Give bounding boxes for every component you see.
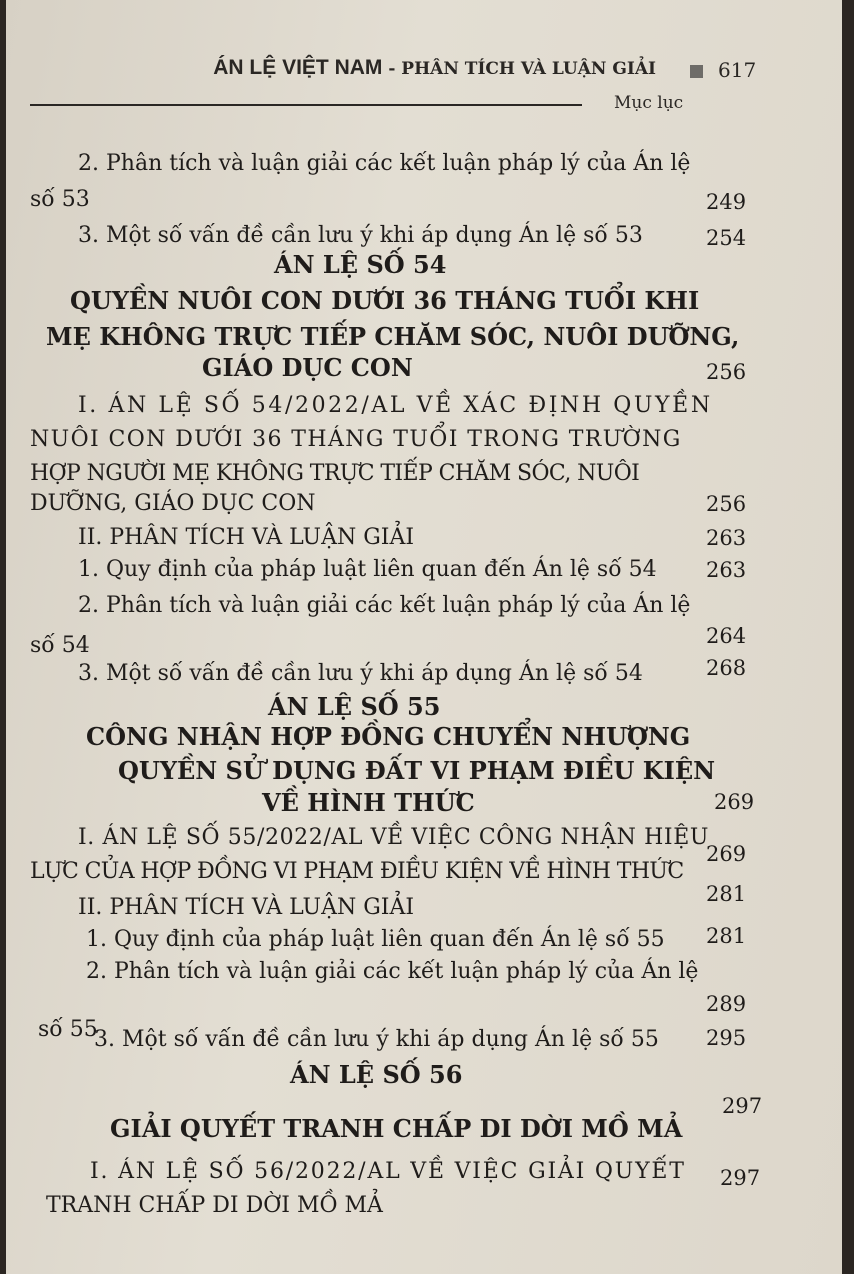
page-number: 617 [718,58,757,82]
toc-heading: GIẢI QUYẾT TRANH CHẤP DI DỜI MỒ MẢ [110,1114,683,1143]
table-of-contents [6,0,842,1274]
toc-page-number: 264 [706,624,747,648]
toc-heading: GIÁO DỤC CON [202,353,413,382]
toc-page-number: 263 [706,558,747,582]
toc-entry-text: 2. Phân tích và luận giải các kết luận pháp lý của Án lệ [86,959,699,984]
toc-page-number: 249 [706,190,747,214]
toc-page-number: 297 [722,1094,763,1118]
toc-entry-text: I. ÁN LỆ SỐ 56/2022/AL VỀ VIỆC GIẢI QUYẾT [90,1159,686,1184]
toc-entry-text: I. ÁN LỆ SỐ 55/2022/AL VỀ VIỆC CÔNG NHẬN HIỆU [78,825,710,850]
running-title-main: ÁN LỆ VIỆT NAM [213,56,383,79]
toc-entry-text: 3. Một số vấn đề cần lưu ý khi áp dụng Án lệ số 54 [78,661,643,686]
toc-heading: VỀ HÌNH THỨC [262,788,475,817]
toc-page-number: 263 [706,526,747,550]
toc-entry-text: số 55 [38,1017,98,1042]
toc-page-number: 295 [706,1026,747,1050]
toc-page-number: 289 [706,992,747,1016]
toc-entry-text: số 53 [30,187,90,212]
toc-page-number: 269 [706,842,747,866]
toc-heading: ÁN LỆ SỐ 56 [290,1060,463,1089]
toc-heading: QUYỀN SỬ DỤNG ĐẤT VI PHẠM ĐIỀU KIỆN [118,756,716,785]
toc-page-number: 256 [706,492,747,516]
toc-entry-text: 2. Phân tích và luận giải các kết luận pháp lý của Án lệ [78,151,691,176]
toc-entry-text: 3. Một số vấn đề cần lưu ý khi áp dụng Án lệ số 55 [94,1027,659,1052]
toc-entry-text: số 54 [30,633,90,658]
toc-heading: QUYỀN NUÔI CON DƯỚI 36 THÁNG TUỔI KHI [70,286,700,315]
toc-page-number: 297 [720,1166,761,1190]
toc-heading: MẸ KHÔNG TRỰC TIẾP CHĂM SÓC, NUÔI DƯỠNG, [46,322,740,351]
toc-page-number: 281 [706,882,747,906]
toc-entry-text: TRANH CHẤP DI DỜI MỒ MẢ [46,1193,383,1218]
toc-entry-text: 1. Quy định của pháp luật liên quan đến Án lệ số 55 [86,927,665,952]
running-title-sub: - PHÂN TÍCH VÀ LUẬN GIẢI [382,59,656,79]
book-page [6,0,842,1274]
toc-page-number: 281 [706,924,747,948]
toc-page-number: 254 [706,226,747,250]
toc-entry-text: LỰC CỦA HỢP ĐỒNG VI PHẠM ĐIỀU KIỆN VỀ HÌNH THỨC [30,859,684,884]
toc-heading: CÔNG NHẬN HỢP ĐỒNG CHUYỂN NHƯỢNG [86,722,691,751]
toc-entry-text: NUÔI CON DƯỚI 36 THÁNG TUỔI TRONG TRƯỜNG [30,427,682,452]
toc-heading: ÁN LỆ SỐ 54 [274,250,447,279]
toc-entry-text: I. ÁN LỆ SỐ 54/2022/AL VỀ XÁC ĐỊNH QUYỀN [78,393,713,418]
toc-entry-text: 2. Phân tích và luận giải các kết luận pháp lý của Án lệ [78,593,691,618]
toc-entry-text: 1. Quy định của pháp luật liên quan đến Án lệ số 54 [78,557,657,582]
section-label: Mục lục [614,93,684,113]
toc-page-number: 268 [706,656,747,680]
toc-entry-text: HỢP NGƯỜI MẸ KHÔNG TRỰC TIẾP CHĂM SÓC, NUÔI [30,461,640,486]
toc-entry-text: 3. Một số vấn đề cần lưu ý khi áp dụng Án lệ số 53 [78,223,643,248]
toc-entry-text: DƯỠNG, GIÁO DỤC CON [30,491,316,516]
toc-heading: ÁN LỆ SỐ 55 [268,692,441,721]
toc-entry-text: II. PHÂN TÍCH VÀ LUẬN GIẢI [78,525,415,550]
toc-entry-text: II. PHÂN TÍCH VÀ LUẬN GIẢI [78,895,415,920]
toc-page-number: 269 [714,790,755,814]
toc-page-number: 256 [706,360,747,384]
